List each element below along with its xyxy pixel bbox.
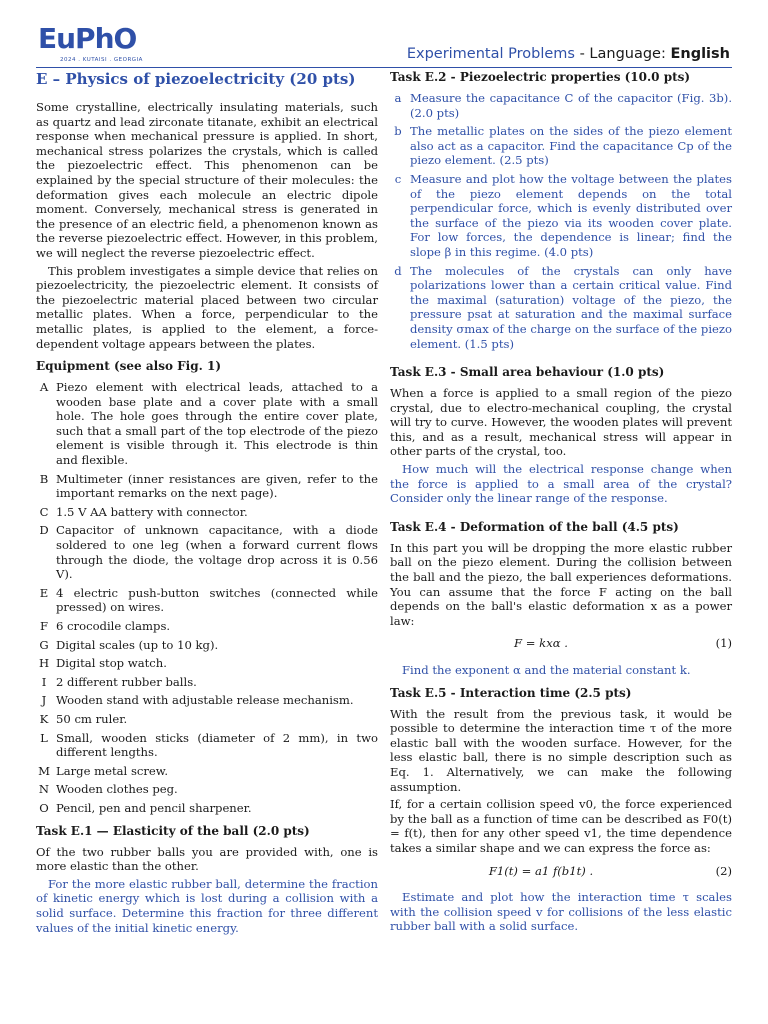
list-item: K 50 cm ruler.: [39, 711, 128, 726]
task-e3-question: How much will the electrical response change when the force is applied to a small area of the crystal? Consider only the linear range of the response.: [390, 462, 732, 506]
task-e2-heading: Task E.2 - Piezoelectric properties (10.0 pts): [390, 70, 691, 84]
header-separator: -: [574, 46, 590, 62]
task-e3-heading: Task E.3 - Small area behaviour (1.0 pts): [390, 365, 665, 380]
left-column: [36, 70, 378, 938]
list-item: M Large metal screw.: [38, 763, 169, 778]
list-item: d The molecules of the crystals can only have polarizations lower than a certain critical value. Find the maximal (saturation) voltage of the piezo, the pressure psat at saturation and the maximal surface density σmax of the charge on the surface of the piezo element. (1.5 pts): [394, 263, 732, 351]
list-item: E 4 electric push-button switches (connected while pressed) on wires.: [39, 585, 378, 615]
list-item: D Capacitor of unknown capacitance, with a diode soldered to one leg (when a forward current flows through the diode, the voltage drop across it is 0.56 V).: [39, 523, 378, 582]
task-e4-body: In this part you will be dropping the more elastic rubber ball on the piezo element. During the collision between the ball and the piezo, the ball experiences deformations. You can assume that the force F acting on the ball depends on the ball's elastic deformation x as a power law:: [390, 540, 732, 628]
task-e4-heading: Task E.4 - Deformation of the ball (4.5 pts): [390, 519, 679, 534]
equation-2-formula: F1(t) = a1 f(b1t) .: [488, 863, 594, 878]
equation-1-formula: F = kxα .: [514, 636, 568, 651]
language-value: English: [670, 46, 730, 62]
right-column: [390, 70, 732, 937]
equipment-list: [36, 380, 378, 815]
logo-text: EuPhO: [38, 22, 137, 55]
task-e4-question: Find the exponent α and the material constant k.: [402, 663, 691, 677]
task-e1-question: For the more elastic rubber ball, determine the fraction of kinetic energy which is lost during a collision with a solid surface. Determine this fraction for three different values of the initial kinetic energy.: [36, 876, 378, 935]
task-e2-list: [390, 91, 732, 351]
task-e1-body: Of the two rubber balls you are provided with, one is more elastic than the other.: [36, 844, 378, 874]
page-title: E – Physics of piezoelectricity (20 pts): [36, 70, 356, 88]
list-item: b The metallic plates on the sides of the piezo element also act as a capacitor. Find the capacitance Cp of the piezo element. (2.5 pts): [394, 124, 732, 168]
task-e3-body: When a force is applied to a small region of the piezo crystal, due to electro-mechanical coupling, the crystal will try to curve. However, the wooden plates will prevent this, and as a result, mechanical stress will appear in other parts of the crystal, too.: [390, 386, 732, 459]
list-item: G Digital scales (up to 10 kg).: [39, 637, 219, 652]
task-e1-heading: Task E.1 — Elasticity of the ball (2.0 pts): [36, 823, 310, 838]
task-e5-heading: Task E.5 - Interaction time (2.5 pts): [390, 685, 632, 700]
language-label: Language:: [589, 46, 666, 62]
page-header: [407, 46, 730, 62]
equipment-heading: Equipment (see also Fig. 1): [36, 359, 221, 374]
equation-1-number: (1): [715, 636, 732, 651]
list-item: J Wooden stand with adjustable release mechanism.: [41, 693, 354, 708]
list-item: B Multimeter (inner resistances are given, refer to the important remarks on the next page).: [39, 471, 378, 501]
equation-2-number: (2): [715, 863, 732, 878]
list-item: L Small, wooden sticks (diameter of 2 mm), in two different lengths.: [40, 730, 378, 760]
list-item: N Wooden clothes peg.: [38, 782, 178, 797]
intro-paragraph-1: Some crystalline, electrically insulating materials, such as quartz and lead zirconate titanate, exhibit an electrical response when mechanical pressure is applied. In short, mechanical stress polarizes the crystals, which is called the piezoelectric effect. This phenomenon can be explained by the special structure of their molecules: the deformation gives each molecule an electric dipole moment. Conversely, mechanical stress is generated in the presence of an electric field, a phenomenon known as the reverse piezoelectric effect. However, in this problem, we will neglect the reverse piezoelectric effect.: [36, 100, 378, 260]
task-e5-body-2: If, for a certain collision speed v0, the force experienced by the ball as a function of time can be described as F0(t) = f(t), then for any other speed v1, the time dependence takes a similar shape and we can express the force as:: [390, 797, 732, 855]
list-item: H Digital stop watch.: [38, 656, 167, 671]
list-item: c Measure and plot how the voltage between the plates of the piezo element depends on the total perpendicular force, which is evenly distributed over the surface of the piezo via its wooden cover plate. For low forces, the dependence is linear; find the slope β in this regime. (4.0 pts): [394, 171, 732, 259]
list-item: F 6 crocodile clamps.: [39, 619, 171, 633]
list-item: A Piezo element with electrical leads, attached to a wooden base plate and a cover plate with a small hole. The hole goes through the entire cover plate, such that a small part of the top electrode of the piezo element is visible through it. This electrode is thin and flexible.: [39, 380, 378, 468]
logo-subtitle: 2024 . KUTAISI . GEORGIA: [60, 57, 143, 63]
list-item: C 1.5 V AA battery with connector.: [39, 504, 248, 519]
eupho-logo: [38, 24, 148, 70]
equation-2: [390, 864, 732, 879]
section-label: Experimental Problems: [406, 46, 575, 62]
list-item: I 2 different rubber balls.: [41, 674, 197, 689]
task-e5-body-1: With the result from the previous task, it would be possible to determine the interaction time τ of the more elastic ball with the wooden surface. However, for the less elastic ball, there is no simple description such as Eq. 1. Alternatively, we can make the following assumption.: [390, 706, 732, 794]
header-rule: [36, 67, 732, 68]
task-e5-question: Estimate and plot how the interaction time τ scales with the collision speed v for collisions of the less elastic rubber ball with a solid surface.: [390, 890, 732, 934]
intro-paragraph-2: This problem investigates a simple device that relies on piezoelectricity, the piezoelectric element. It consists of the piezoelectric material placed between two circular metallic plates. When a force, perpendicular to the metallic plates, is applied to the element, a force-dependent voltage appears between the plates.: [36, 263, 378, 351]
list-item: a Measure the capacitance C of the capacitor (Fig. 3b). (2.0 pts): [394, 91, 732, 120]
equation-1: [390, 636, 732, 651]
list-item: O Pencil, pen and pencil sharpener.: [39, 800, 252, 815]
